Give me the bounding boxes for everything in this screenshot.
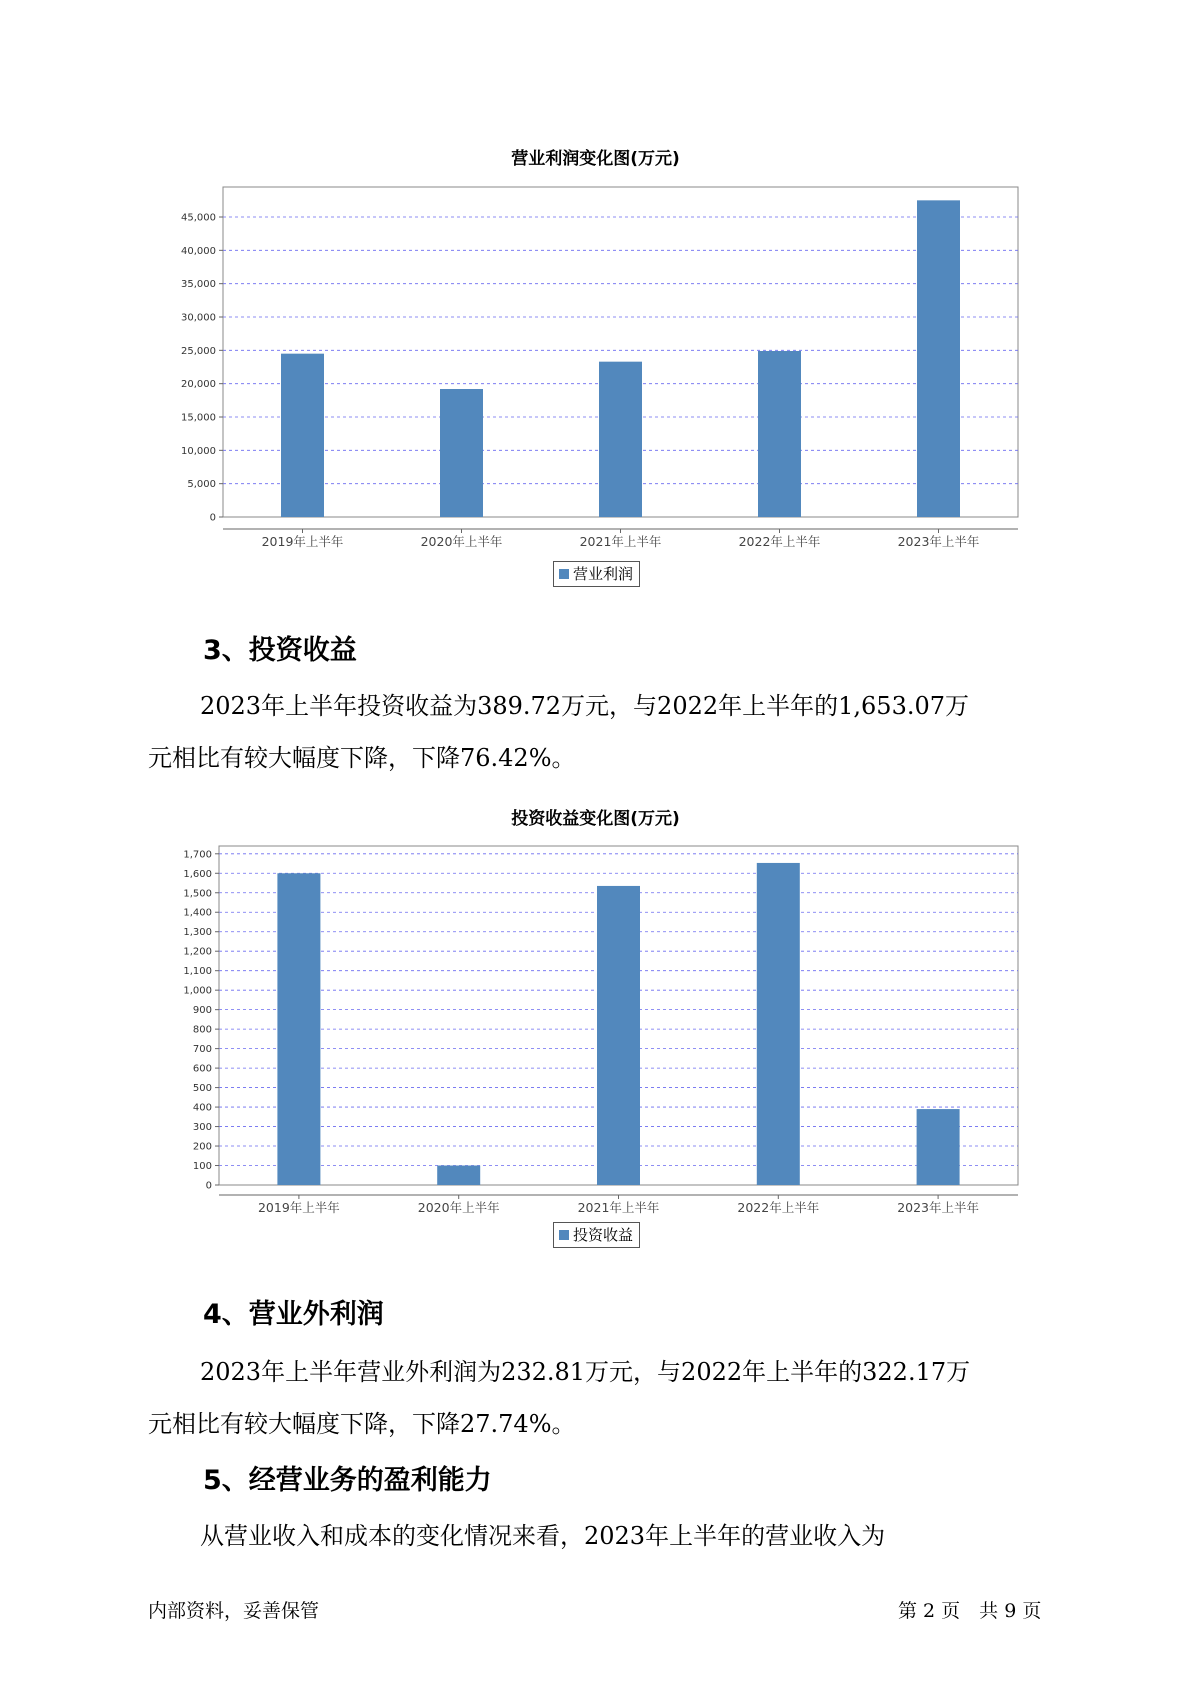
chart2-legend-label: 投资收益 bbox=[573, 1226, 634, 1244]
footer-confidential: 内部资料，妥善保管 bbox=[148, 1600, 320, 1622]
x-tick-label: 2020年上半年 bbox=[417, 1200, 500, 1215]
y-tick-label: 25,000 bbox=[181, 345, 216, 357]
bar bbox=[757, 863, 800, 1185]
x-tick-label: 2019年上半年 bbox=[257, 1200, 340, 1215]
y-tick-label: 10,000 bbox=[181, 445, 216, 457]
y-tick-label: 1,300 bbox=[183, 927, 212, 939]
y-tick-label: 600 bbox=[192, 1063, 212, 1075]
y-tick-label: 1,500 bbox=[183, 888, 212, 900]
bar bbox=[599, 362, 642, 517]
chart1-legend-label: 营业利润 bbox=[573, 565, 634, 583]
paragraph-non-operating-profit bbox=[148, 1346, 1048, 1450]
y-tick-label: 200 bbox=[192, 1141, 212, 1153]
paragraph-line: 2023年上半年营业外利润为232.81万元，与2022年上半年的322.17万 bbox=[200, 1358, 971, 1386]
bar bbox=[437, 1166, 480, 1185]
chart2-legend bbox=[553, 1222, 640, 1248]
x-tick-label: 2023年上半年 bbox=[897, 1200, 980, 1215]
y-tick-label: 1,000 bbox=[183, 985, 212, 997]
x-tick-label: 2019年上半年 bbox=[261, 534, 344, 549]
bar bbox=[758, 351, 801, 517]
bar bbox=[281, 354, 324, 517]
heading-non-operating-profit: 4、营业外利润 bbox=[203, 1299, 384, 1330]
x-tick-label: 2021年上半年 bbox=[577, 1200, 660, 1215]
chart2-title: 投资收益变化图(万元) bbox=[511, 809, 680, 829]
y-tick-label: 5,000 bbox=[187, 479, 216, 491]
paragraph-line: 2023年上半年投资收益为389.72万元，与2022年上半年的1,653.07万 bbox=[200, 692, 970, 720]
y-tick-label: 35,000 bbox=[181, 279, 216, 291]
y-tick-label: 45,000 bbox=[181, 212, 216, 224]
y-tick-label: 900 bbox=[192, 1005, 212, 1017]
x-tick-label: 2022年上半年 bbox=[737, 1200, 820, 1215]
y-tick-label: 1,700 bbox=[183, 849, 212, 861]
y-tick-label: 0 bbox=[209, 512, 216, 524]
chart1-title: 营业利润变化图(万元) bbox=[511, 149, 680, 169]
paragraph-line: 从营业收入和成本的变化情况来看，2023年上半年的营业收入为 bbox=[200, 1522, 886, 1550]
y-tick-label: 1,600 bbox=[183, 868, 212, 880]
y-tick-label: 40,000 bbox=[181, 245, 216, 257]
operating-profit-chart bbox=[0, 180, 1191, 549]
heading-profitability: 5、经营业务的盈利能力 bbox=[203, 1465, 492, 1496]
y-tick-label: 300 bbox=[192, 1122, 212, 1134]
y-tick-label: 400 bbox=[192, 1102, 212, 1114]
y-tick-label: 700 bbox=[192, 1044, 212, 1056]
paragraph-profitability bbox=[148, 1510, 1048, 1562]
legend-swatch bbox=[559, 569, 569, 579]
y-tick-label: 100 bbox=[192, 1161, 212, 1173]
x-tick-label: 2020年上半年 bbox=[420, 534, 503, 549]
x-tick-label: 2022年上半年 bbox=[738, 534, 821, 549]
chart1-legend bbox=[553, 561, 640, 587]
x-tick-label: 2023年上半年 bbox=[897, 534, 980, 549]
y-tick-label: 1,100 bbox=[183, 966, 212, 978]
heading-investment-income: 3、投资收益 bbox=[203, 635, 357, 666]
paragraph-line: 元相比有较大幅度下降，下降27.74%。 bbox=[148, 1410, 576, 1438]
paragraph-line: 元相比有较大幅度下降，下降76.42%。 bbox=[148, 744, 576, 772]
y-tick-label: 30,000 bbox=[181, 312, 216, 324]
bar bbox=[440, 389, 483, 517]
bar bbox=[597, 886, 640, 1185]
y-tick-label: 1,200 bbox=[183, 946, 212, 958]
y-tick-label: 20,000 bbox=[181, 379, 216, 391]
y-tick-label: 1,400 bbox=[183, 907, 212, 919]
bar bbox=[277, 873, 320, 1185]
footer-page-number: 第 2 页 共 9 页 bbox=[898, 1600, 1042, 1622]
y-tick-label: 0 bbox=[205, 1180, 212, 1192]
x-tick-label: 2021年上半年 bbox=[579, 534, 662, 549]
y-tick-label: 800 bbox=[192, 1024, 212, 1036]
bar bbox=[917, 1109, 960, 1185]
paragraph-investment-income bbox=[148, 680, 1048, 784]
legend-swatch bbox=[559, 1230, 569, 1240]
y-tick-label: 15,000 bbox=[181, 412, 216, 424]
y-tick-label: 500 bbox=[192, 1083, 212, 1095]
bar bbox=[917, 200, 960, 517]
investment-income-chart bbox=[0, 838, 1191, 1215]
